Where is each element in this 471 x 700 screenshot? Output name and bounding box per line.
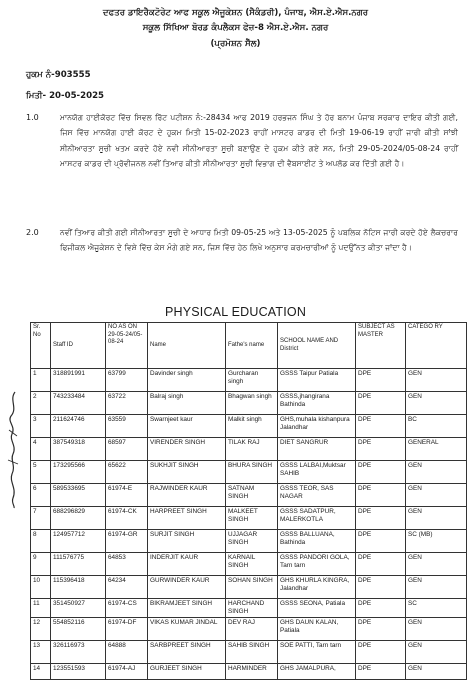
table-row — [31, 369, 467, 392]
cell-sr: 8 — [31, 530, 51, 553]
cell-father-name: TILAK RAJ — [226, 438, 278, 461]
cell-staff-id: 211624746 — [51, 415, 106, 438]
cell-father-name: MALKEET SINGH — [226, 507, 278, 530]
cell-name: INDERJIT KAUR — [148, 553, 226, 576]
cell-category: GEN — [406, 484, 467, 507]
handwritten-signature-icon — [6, 390, 20, 510]
cell-category: GEN — [406, 369, 467, 392]
cell-category: SC (MB) — [406, 530, 467, 553]
cell-staff-id: 589533695 — [51, 484, 106, 507]
cell-father-name: Bhagwan singh — [226, 392, 278, 415]
cell-category: GEN — [406, 507, 467, 530]
cell-seniority-no: 61974-GR — [106, 530, 148, 553]
column-header: Staff ID — [51, 323, 106, 369]
column-header: NO AS ON 29-05-24/05-08-24 — [106, 323, 148, 369]
cell-seniority-no: 63559 — [106, 415, 148, 438]
cell-seniority-no: 61974-CK — [106, 507, 148, 530]
office-header-line-3: (ਪ੍ਰਮੋਸ਼ਨ ਸੈੱਲ) — [210, 39, 261, 49]
cell-sr: 12 — [31, 618, 51, 641]
cell-father-name: SAHIB SINGH — [226, 641, 278, 664]
cell-category: GEN — [406, 664, 467, 680]
cell-seniority-no: 64853 — [106, 553, 148, 576]
cell-name: GURWINDER KAUR — [148, 576, 226, 599]
column-header: Sr. No — [31, 323, 51, 369]
cell-staff-id: 743233484 — [51, 392, 106, 415]
cell-seniority-no: 64888 — [106, 641, 148, 664]
cell-staff-id: 123551593 — [51, 664, 106, 680]
table-row — [31, 461, 467, 484]
cell-school: GSSS Taipur Patiala — [278, 369, 356, 392]
table-row — [31, 599, 467, 618]
cell-seniority-no: 61974-E — [106, 484, 148, 507]
cell-name: RAJWINDER KAUR — [148, 484, 226, 507]
cell-father-name: Malkit singh — [226, 415, 278, 438]
cell-category: GEN — [406, 461, 467, 484]
cell-sr: 3 — [31, 415, 51, 438]
table-row — [31, 553, 467, 576]
cell-sr: 4 — [31, 438, 51, 461]
cell-staff-id: 387549318 — [51, 438, 106, 461]
paragraph-number: 1.0 — [26, 113, 39, 122]
cell-sr: 13 — [31, 641, 51, 664]
cell-school: GHS DAUN KALAN, Patiala — [278, 618, 356, 641]
cell-subject: DPE — [356, 461, 406, 484]
column-header: CATEGO RY — [406, 323, 467, 369]
cell-seniority-no: 64234 — [106, 576, 148, 599]
cell-school: SOE PATTI, Tarn tarn — [278, 641, 356, 664]
cell-sr: 5 — [31, 461, 51, 484]
cell-father-name: SOHAN SINGH — [226, 576, 278, 599]
cell-staff-id: 351450927 — [51, 599, 106, 618]
cell-sr: 2 — [31, 392, 51, 415]
cell-name: GURJEET SINGH — [148, 664, 226, 680]
cell-seniority-no: 68597 — [106, 438, 148, 461]
table-row — [31, 576, 467, 599]
cell-school: GSSS SADATPUR, MALERKOTLA — [278, 507, 356, 530]
cell-school: GSSS LALBAI,Muktsar SAHIB — [278, 461, 356, 484]
column-header: Fathe's name — [226, 323, 278, 369]
cell-subject: DPE — [356, 599, 406, 618]
column-header: SCHOOL NAME AND District — [278, 323, 356, 369]
section-title: PHYSICAL EDUCATION — [164, 305, 307, 319]
cell-sr: 11 — [31, 599, 51, 618]
paragraph-2-text: ਨਵੀਂ ਤਿਆਰ ਕੀਤੀ ਗਈ ਸੀਨੀਆਰਤਾ ਸੂਚੀ ਦੇ ਆਧਾਰ ਮਿਤੀ 09-05-25 ਅਤੇ 13-05-2025 ਨੂੰ ਪਬਲਿਕ ਨੋਟਿਸ ਜਾਰੀ ਕਰਦੇ ਹੋਏ ਲੈਕਚਰਾਰ ਫਿਜੀਕਲ ਐਜੂਕੇਸ਼ਨ ਦੇ ਵਿਸ਼ੇ ਵਿੱਚ ਕੇਸ ਮੰਗੇ ਗਏ ਸਨ, ਜਿਸ ਵਿੱਚ ਹੇਠ ਲਿਖੇ ਅਨੁਸਾਰ ਕਰਮਚਾਰੀਆਂ ਨੂੰ ਪਦਉੱਨਤ ਕੀਤਾ ਜਾਂਦਾ ਹੈ। — [60, 228, 458, 253]
cell-staff-id: 326116973 — [51, 641, 106, 664]
cell-staff-id: 124957712 — [51, 530, 106, 553]
cell-staff-id: 173295566 — [51, 461, 106, 484]
cell-sr: 14 — [31, 664, 51, 680]
cell-subject: DPE — [356, 507, 406, 530]
cell-father-name: KARNAIL SINGH — [226, 553, 278, 576]
cell-sr: 9 — [31, 553, 51, 576]
cell-school: GSSS SEONA, Patiala — [278, 599, 356, 618]
table-row — [31, 641, 467, 664]
cell-name: Davinder singh — [148, 369, 226, 392]
cell-category: GEN — [406, 618, 467, 641]
cell-subject: DPE — [356, 664, 406, 680]
cell-name: VIKAS KUMAR JINDAL — [148, 618, 226, 641]
table-row — [31, 507, 467, 530]
cell-subject: DPE — [356, 484, 406, 507]
cell-school: GHS,muhala kishanpura Jalandhar — [278, 415, 356, 438]
cell-seniority-no: 63799 — [106, 369, 148, 392]
cell-category: SC — [406, 599, 467, 618]
table-row — [31, 484, 467, 507]
cell-sr: 7 — [31, 507, 51, 530]
cell-seniority-no: 65622 — [106, 461, 148, 484]
cell-subject: DPE — [356, 553, 406, 576]
office-header-line-2: ਸਕੂਲ ਸਿੱਖਿਆ ਬੋਰਡ ਕੰਪਲੈਕਸ ਫੇਜ਼-8 ਐਸ.ਏ.ਐਸ. ਨਗਰ — [142, 23, 329, 33]
cell-name: Balraj singh — [148, 392, 226, 415]
cell-category: GEN — [406, 553, 467, 576]
paragraph-1-text: ਮਾਨਯੋਗ ਹਾਈਕੋਰਟ ਵਿੱਚ ਸਿਵਲ ਰਿੱਟ ਪਟੀਸ਼ਨ ਨੰ:-28434 ਆਫ 2019 ਹਰਭਜਨ ਸਿੰਘ ਤੇ ਹੋਰ ਬਨਾਮ ਪੰਜਾਬ ਸਰਕਾਰ ਦਾਇਰ ਕੀਤੀ ਗਈ, ਜਿਸ ਵਿੱਚ ਮਾਨਯੋਗ ਹਾਈ ਕੋਰਟ ਦੇ ਹੁਕਮ ਮਿਤੀ 15-02-2023 ਰਾਹੀਂ ਮਾਸਟਰ ਕਾਡਰ ਦੀ ਮਿਤੀ 19-06-19 ਰਾਹੀਂ ਜਾਰੀ ਕੀਤੀ ਸਾਂਝੀ ਸੀਨੀਆਰਤਾ ਸੂਚੀ ਖਤਮ ਕਰਦੇ ਹੋਏ ਨਵੀ ਸੀਨੀਆਰਤਾ ਸੂਚੀ ਬਣਾਉਣ ਦੇ ਹੁਕਮ ਕੀਤੇ ਗਏ ਸਨ, ਮਿਤੀ 29-05-2024/05-08-24 ਰਾਹੀਂ ਮਾਸਟਰ ਕਾਡਰ ਦੀ ਪ੍ਰੋਵੀਜਨਲ ਨਵੀਂ ਤਿਆਰ ਕੀਤੀ ਸੀਨੀਆਰਤਾ ਸੂਚੀ ਵਿਭਾਗ ਦੀ ਵੈਬਸਾਈਟ ਤੇ ਅਪਲੋਡ ਕਰ ਦਿੱਤੀ ਗਈ ਹੈ। — [60, 113, 458, 169]
table-header-row — [31, 323, 467, 369]
table-row — [31, 415, 467, 438]
table-row — [31, 438, 467, 461]
cell-school: GSSS,jhangirana Bathinda — [278, 392, 356, 415]
cell-seniority-no: 61974-CS — [106, 599, 148, 618]
cell-school: GHS KHURLA KINGRA, Jalandhar — [278, 576, 356, 599]
promotion-table — [30, 322, 467, 680]
cell-subject: DPE — [356, 438, 406, 461]
cell-seniority-no: 61974-AJ — [106, 664, 148, 680]
table-row — [31, 392, 467, 415]
cell-school: GSSS BALLUANA, Bathinda — [278, 530, 356, 553]
cell-seniority-no: 63722 — [106, 392, 148, 415]
cell-subject: DPE — [356, 392, 406, 415]
cell-sr: 6 — [31, 484, 51, 507]
office-header-line-1: ਦਫਤਰ ਡਾਇਰੈਕਟੋਰੇਟ ਆਫ ਸਕੂਲ ਐਜੂਕੇਸ਼ਨ (ਸੈਕੰਡਰੀ), ਪੰਜਾਬ, ਐਸ.ਏ.ਐਸ.ਨਗਰ — [102, 8, 369, 18]
cell-father-name: HARMINDER — [226, 664, 278, 680]
cell-subject: DPE — [356, 415, 406, 438]
paragraph-number: 2.0 — [26, 228, 39, 237]
cell-father-name: DEV RAJ — [226, 618, 278, 641]
cell-name: VIRENDER SINGH — [148, 438, 226, 461]
cell-father-name: HARCHAND SINGH — [226, 599, 278, 618]
cell-subject: DPE — [356, 576, 406, 599]
cell-category: GEN — [406, 641, 467, 664]
table-row — [31, 618, 467, 641]
cell-category: GEN — [406, 392, 467, 415]
cell-name: HARPREET SINGH — [148, 507, 226, 530]
order-number: ਹੁਕਮ ਨੰ-903555 — [26, 70, 91, 80]
cell-sr: 10 — [31, 576, 51, 599]
cell-school: GSSS TEOR, SAS NAGAR — [278, 484, 356, 507]
cell-category: BC — [406, 415, 467, 438]
cell-name: BIKRAMJEET SINGH — [148, 599, 226, 618]
cell-staff-id: 111576775 — [51, 553, 106, 576]
cell-father-name: Gurcharan singh — [226, 369, 278, 392]
table-row — [31, 530, 467, 553]
cell-school: DIET SANGRUR — [278, 438, 356, 461]
cell-category: GENERAL — [406, 438, 467, 461]
cell-name: SURJIT SINGH — [148, 530, 226, 553]
cell-subject: DPE — [356, 641, 406, 664]
cell-subject: DPE — [356, 618, 406, 641]
cell-name: Swarnjeet kaur — [148, 415, 226, 438]
cell-subject: DPE — [356, 530, 406, 553]
cell-staff-id: 688296829 — [51, 507, 106, 530]
cell-father-name: SATNAM SINGH — [226, 484, 278, 507]
cell-sr: 1 — [31, 369, 51, 392]
cell-father-name: UJJAGAR SINGH — [226, 530, 278, 553]
cell-staff-id: 318891991 — [51, 369, 106, 392]
table-row — [31, 664, 467, 680]
cell-subject: DPE — [356, 369, 406, 392]
cell-school: GHS JAMALPURA, — [278, 664, 356, 680]
cell-name: SUKHJIT SINGH — [148, 461, 226, 484]
cell-father-name: BHURA SINGH — [226, 461, 278, 484]
cell-staff-id: 115396418 — [51, 576, 106, 599]
cell-seniority-no: 61974-DF — [106, 618, 148, 641]
cell-name: SARBPREET SINGH — [148, 641, 226, 664]
cell-category: GEN — [406, 576, 467, 599]
order-date: ਮਿਤੀ- 20-05-2025 — [26, 91, 105, 101]
cell-staff-id: 554852116 — [51, 618, 106, 641]
column-header: Name — [148, 323, 226, 369]
column-header: SUBJECT AS MASTER — [356, 323, 406, 369]
cell-school: GSSS PANDORI GOLA, Tarn tarn — [278, 553, 356, 576]
